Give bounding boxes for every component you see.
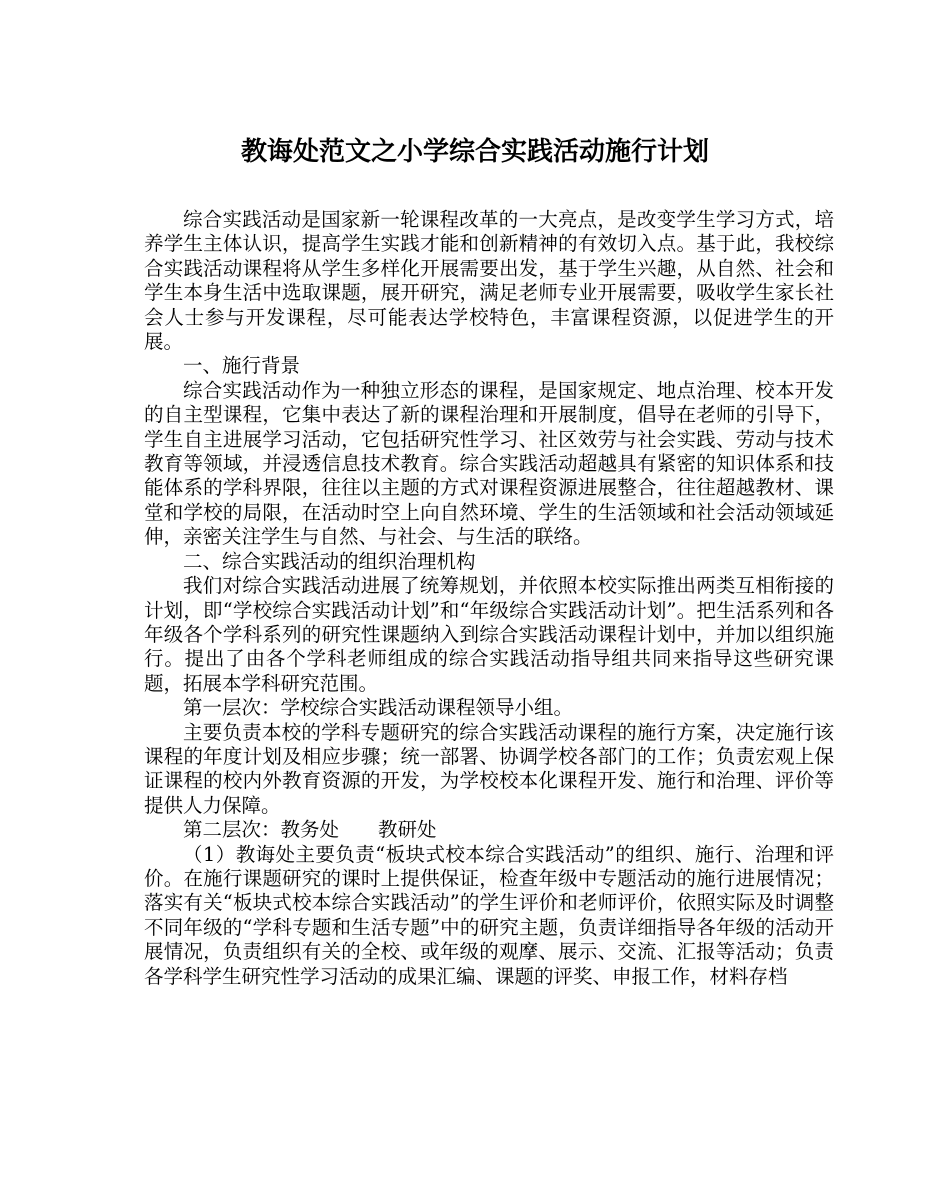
- heading-organization: 二、综合实践活动的组织治理机构: [183, 549, 476, 573]
- paragraph-background: 综合实践活动作为一种独立形态的课程，是国家规定、地点治理、校本开发的自主型课程，它集中表达了新的课程治理和开展制度，倡导在老师的引导下，学生自主进展学习活动，它包括研究性学习、社区效劳与社会实践、劳动与技术教育等领域，并浸透信息技术教育。综合实践活动超越具有紧密的知识体系和技能体系的学科界限，往往以主题的方式对课程资源进展整合，往往超越教材、课堂和学校的局限，在活动时空上向自然环境、学生的生活领域和社会活动领域延伸，亲密关注学生与自然、与社会、与生活的联络。: [144, 378, 834, 549]
- heading-level-two: 第二层次：教务处 教研处: [183, 818, 437, 842]
- paragraph-organization: 我们对综合实践活动进展了统筹规划，并依照本校实际推出两类互相衔接的计划，即“学校综合实践活动计划”和“年级综合实践活动计划”。把生活系列和各年级各个学科系列的研究性课题纳入到综合实践活动课程计划中，并加以组织施行。提出了由各个学科老师组成的综合实践活动指导组共同来指导这些研究课题，拓展本学科研究范围。: [144, 574, 834, 695]
- heading-background: 一、施行背景: [183, 354, 301, 378]
- document-title: 教诲处范文之小学综合实践活动施行计划: [240, 137, 709, 167]
- paragraph-level-two-item-1: （1）教诲处主要负责“板块式校本综合实践活动”的组织、施行、治理和评价。在施行课题研究的课时上提供保证，检查年级中专题活动的施行进展情况；落实有关“板块式校本综合实践活动”的学生评价和老师评价，依照实际及时调整不同年级的“学科专题和生活专题”中的研究主题，负责详细指导各年级的活动开展情况，负责组织有关的全校、或年级的观摩、展示、交流、汇报等活动；负责各学科学生研究性学习活动的成果汇编、课题的评奖、申报工作，材料存档: [144, 842, 834, 988]
- paragraph-level-one: 主要负责本校的学科专题研究的综合实践活动课程的施行方案，决定施行该课程的年度计划及相应步骤；统一部署、协调学校各部门的工作；负责宏观上保证课程的校内外教育资源的开发，为学校校本化课程开发、施行和治理、评价等提供人力保障。: [144, 720, 834, 817]
- paragraph-intro: 综合实践活动是国家新一轮课程改革的一大亮点，是改变学生学习方式，培养学生主体认识，提高学生实践才能和创新精神的有效切入点。基于此，我校综合实践活动课程将从学生多样化开展需要出发，基于学生兴趣，从自然、社会和学生本身生活中选取课题，展开研究，满足老师专业开展需要，吸收学生家长社会人士参与开发课程，尽可能表达学校特色，丰富课程资源，以促进学生的开展。: [144, 208, 834, 354]
- heading-level-one: 第一层次：学校综合实践活动课程领导小组。: [183, 696, 574, 720]
- document-body: [144, 208, 834, 989]
